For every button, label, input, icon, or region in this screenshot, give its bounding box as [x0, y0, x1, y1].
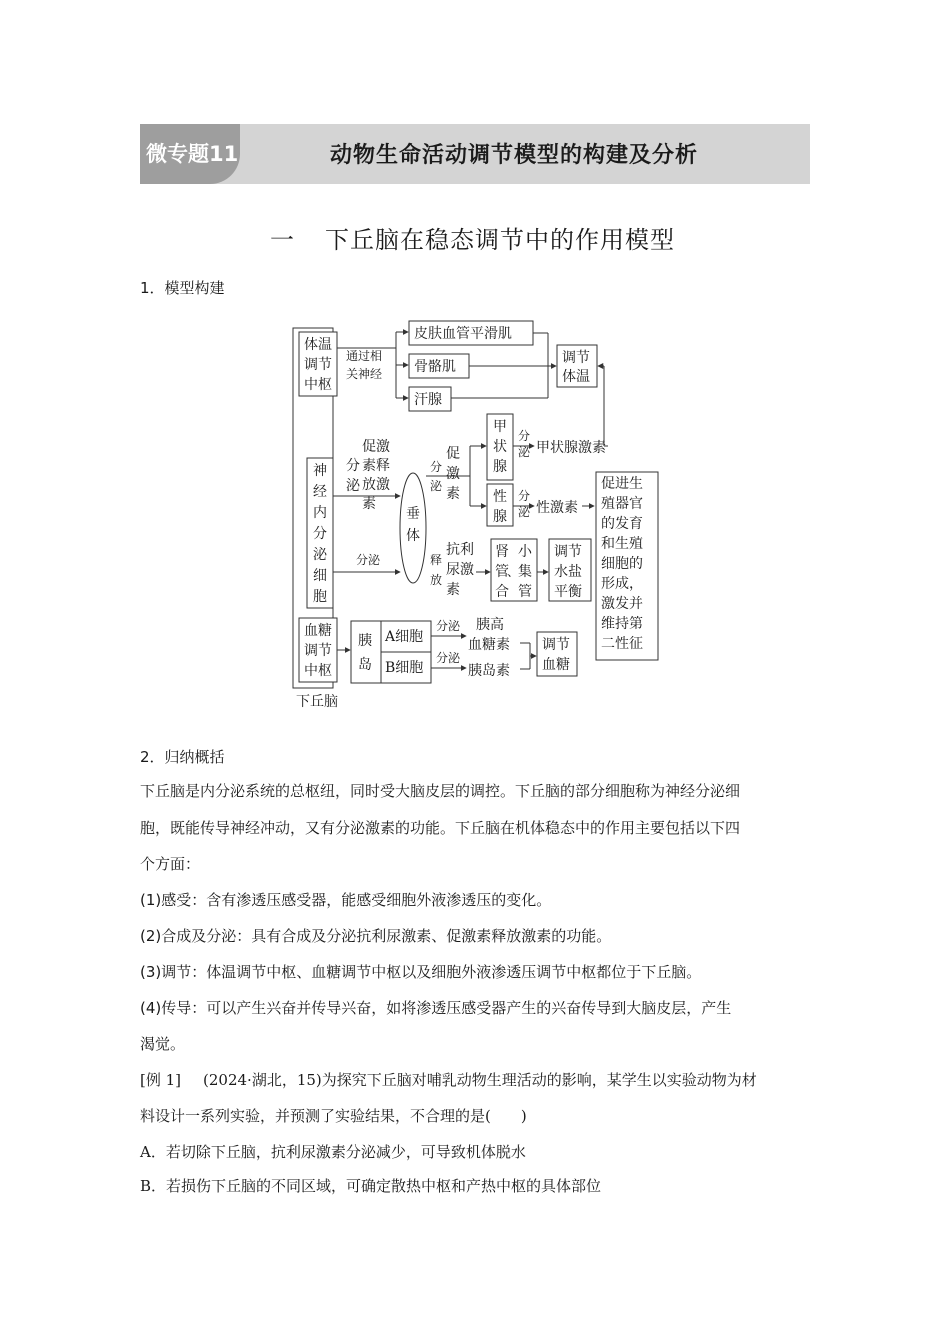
thyroid-hormone: 甲状腺激素: [536, 440, 606, 456]
gonad-secrete-2: 泌: [518, 505, 531, 519]
insulin: 胰岛素: [468, 663, 510, 679]
part2-heading: 2．归纳概括: [140, 748, 225, 766]
kidney-1: 肾: [495, 544, 509, 560]
temp-center-2: 调节: [304, 357, 332, 373]
water-salt-3: 平衡: [554, 584, 582, 600]
intro-line-2: 胞，既能传导神经冲动，又有分泌激素的功能。下丘脑在机体稳态中的作用主要包括以下四: [140, 819, 741, 837]
thyroid-1: 甲: [493, 419, 507, 435]
secrete-small-1: 分: [430, 460, 443, 474]
secrete-a: 分泌: [436, 619, 461, 633]
regulate-glucose-1: 调节: [542, 637, 570, 653]
example-source: (2024·湖北，15): [203, 1071, 322, 1089]
skin-muscle: 皮肤血管平滑肌: [414, 326, 512, 342]
gonad-secrete-1: 分: [518, 489, 531, 503]
glucose-center-2: 调节: [304, 643, 332, 659]
sex-effect-2: 殖器官: [601, 496, 643, 512]
pituitary-2: 体: [406, 528, 420, 544]
tropic-2: 激: [446, 466, 460, 482]
neuro-7: 胞: [313, 589, 327, 605]
via-nerve-1: 通过相: [346, 349, 383, 363]
thyroid-3: 腺: [493, 459, 507, 475]
sex-effect-4: 和生殖: [601, 536, 643, 552]
secrete-side-1: 分: [346, 458, 360, 474]
kidney-4: 集: [518, 564, 532, 580]
adh-1: 抗利: [446, 542, 474, 558]
pancreas-1: 胰: [358, 633, 372, 649]
example-stem-1: [140, 1069, 757, 1090]
example-tag: [例 1]: [140, 1071, 182, 1089]
sex-effect-7: 激发并: [601, 596, 643, 612]
releasing-hormone-3: 放激: [362, 477, 390, 493]
item-2: [140, 925, 611, 946]
adh-3: 素: [446, 582, 460, 598]
via-nerve-2: 关神经: [346, 367, 383, 381]
kidney-5: 合: [495, 584, 509, 600]
example-stem-l1: 为探究下丘脑对哺乳动物生理活动的影响，某学生以实验动物为材: [321, 1071, 757, 1089]
regulate-temp-1: 调节: [562, 350, 590, 366]
water-salt-2: 水盐: [554, 564, 582, 580]
gonad-2: 腺: [493, 509, 507, 525]
example-stem-2: 料设计一系列实验，并预测了实验结果，不合理的是( ): [140, 1107, 527, 1125]
item-1-text: 含有渗透压感受器，能感受细胞外液渗透压的变化。: [206, 891, 552, 909]
option-a: A．若切除下丘脑，抗利尿激素分泌减少，可导致机体脱水: [140, 1143, 526, 1161]
thyroid-secrete-1: 分: [518, 429, 531, 443]
item-4-label: (4)传导：: [140, 999, 207, 1017]
kidney-2: 管: [495, 564, 509, 580]
secrete-small-2: 泌: [430, 479, 443, 493]
item-4-cont: 渴觉。: [140, 1035, 186, 1053]
item-1: [140, 889, 551, 910]
kidney-6: 管: [518, 584, 532, 600]
neuro-2: 经: [313, 484, 327, 500]
header-tag: 微专题11: [146, 142, 239, 166]
pituitary-1: 垂: [406, 506, 420, 522]
release-small-2: 放: [430, 573, 443, 587]
releasing-hormone-1: 促激: [362, 439, 390, 455]
temp-center-1: 体温: [304, 337, 332, 353]
glucagon-1: 胰高: [476, 617, 504, 633]
tropic-1: 促: [446, 446, 460, 462]
sex-effect-8: 维持第: [601, 616, 643, 632]
sweat-gland: 汗腺: [414, 392, 442, 408]
secrete-side-2: 泌: [346, 478, 360, 494]
item-2-label: (2)合成及分泌：: [140, 927, 252, 945]
temp-center-3: 中枢: [304, 377, 332, 393]
item-3: [140, 961, 701, 982]
item-4: [140, 997, 731, 1018]
releasing-hormone-2: 素释: [362, 458, 390, 474]
kidney-3: 小: [518, 544, 532, 560]
glucose-center-3: 中枢: [304, 663, 332, 679]
secrete-label: 分泌: [356, 553, 381, 567]
regulate-temp-2: 体温: [562, 369, 590, 385]
item-2-text: 具有合成及分泌抗利尿激素、促激素释放激素的功能。: [251, 927, 612, 945]
water-salt-1: 调节: [554, 544, 582, 560]
item-3-label: (3)调节：: [140, 963, 207, 981]
page-title: 动物生命活动调节模型的构建及分析: [330, 143, 699, 168]
pancreas-2: 岛: [358, 657, 372, 673]
glucose-center-1: 血糖: [304, 623, 332, 639]
part1-heading: 1．模型构建: [140, 279, 225, 297]
pancreas-box: [351, 621, 381, 683]
regulate-glucose-2: 血糖: [542, 657, 570, 673]
neuro-3: 内: [313, 505, 327, 521]
sex-effect-1: 促进生: [601, 476, 643, 492]
sex-effect-5: 细胞的: [601, 556, 643, 572]
neuro-4: 分: [313, 526, 327, 542]
release-small-1: 释: [430, 553, 443, 567]
section-number: 一: [270, 226, 295, 254]
secrete-b: 分泌: [436, 651, 461, 665]
intro-line-3: 个方面：: [140, 855, 201, 873]
a-cell: A细胞: [385, 629, 424, 645]
hypothalamus-diagram: [290, 318, 680, 716]
sex-hormone: 性激素: [536, 500, 578, 516]
sex-effect-9: 二性征: [601, 636, 643, 652]
sex-effect-3: 的发育: [601, 516, 643, 532]
thyroid-secrete-2: 泌: [518, 445, 531, 459]
skeletal-muscle: 骨骼肌: [414, 359, 456, 375]
glucagon-2: 血糖素: [468, 637, 510, 653]
neuro-5: 泌: [313, 547, 327, 563]
section-title-text: 下丘脑在稳态调节中的作用模型: [325, 226, 675, 254]
neuro-6: 细: [313, 568, 327, 584]
sex-effect-6: 形成，: [601, 576, 643, 592]
item-3-text: 体温调节中枢、血糖调节中枢以及细胞外液渗透压调节中枢都位于下丘脑。: [206, 963, 702, 981]
tropic-3: 素: [446, 486, 460, 502]
adh-2: 尿激: [446, 562, 474, 578]
item-4-text: 可以产生兴奋并传导兴奋，如将渗透压感受器产生的兴奋传导到大脑皮层，产生: [206, 999, 732, 1017]
neuro-1: 神: [313, 463, 327, 479]
item-1-label: (1)感受：: [140, 891, 207, 909]
option-b: B．若损伤下丘脑的不同区域，可确定散热中枢和产热中枢的具体部位: [140, 1177, 602, 1195]
b-cell: B细胞: [385, 660, 424, 676]
thyroid-2: 状: [493, 439, 507, 455]
gonad-1: 性: [493, 489, 507, 505]
intro-line-1: 下丘脑是内分泌系统的总枢纽，同时受大脑皮层的调控。下丘脑的部分细胞称为神经分泌细: [140, 782, 741, 800]
hypothalamus-label: 下丘脑: [296, 694, 338, 710]
releasing-hormone-4: 素: [362, 496, 376, 512]
kidney-mid: 、: [507, 565, 520, 579]
section-title: [270, 220, 675, 255]
